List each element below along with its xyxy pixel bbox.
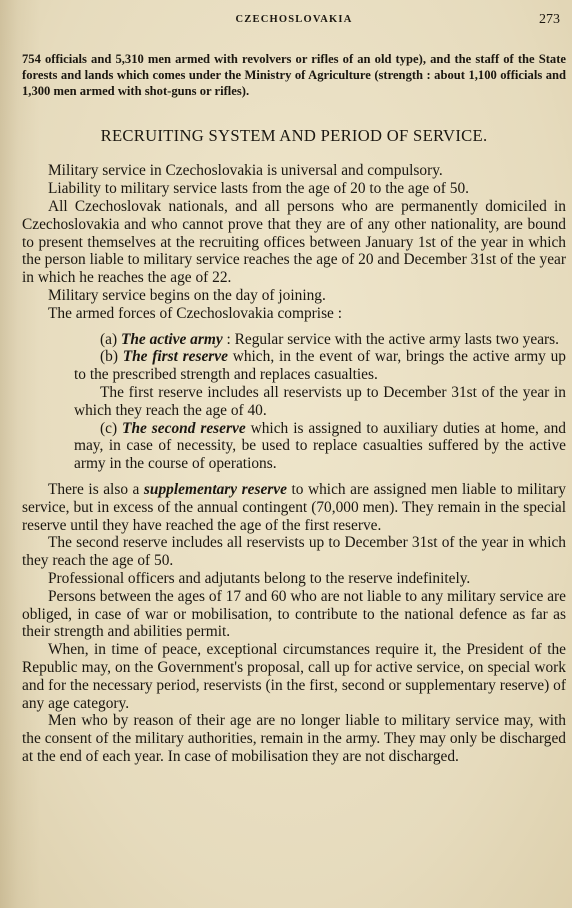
page-number: 273 — [539, 12, 560, 27]
item-marker-a: (a) — [100, 330, 121, 348]
supp-text-post: to which are assigned men liable to military service, but in excess of the annual contingent (70,000 men). They remain in the special reserve until they have reached the age of the first reserve. — [22, 480, 566, 534]
supp-text-pre: There is also a — [48, 480, 144, 498]
item-active-army — [74, 331, 566, 349]
paragraph-forces-comprise: The armed forces of Czechoslovakia comprise : — [48, 304, 343, 322]
item-first-reserve-note: The first reserve includes all reservists up to December 31st of the year in which they reach the age of 40. — [74, 383, 566, 419]
page-header — [22, 12, 566, 34]
item-second-reserve — [74, 420, 566, 473]
section-body — [22, 162, 566, 765]
paragraph-recruiting-offices: All Czechoslovak nationals, and all persons who are permanently domiciled in Czechoslovakia and who cannot prove that they are of any other nationality, are bound to present themselves at the recruiting offices between January 1st of the year in which the person liable to military service reaches the age of 20 and December 31st of the year in which he reaches the age of 22. — [22, 197, 566, 287]
item-text-c: which is assigned to auxiliary duties at home, and may, in case of necessity, be used to replace casualties suffered by the active army in the course of operations. — [74, 419, 566, 473]
paragraph-supplementary-reserve — [22, 481, 566, 534]
paragraph-service-begins: Military service begins on the day of joining. — [48, 286, 326, 304]
item-text-b: which, in the event of war, brings the active army up to the prescribed strength and replaces casualties. — [74, 348, 567, 384]
running-title: CZECHOSLOVAKIA — [235, 14, 353, 25]
item-text-a: : Regular service with the active army lasts two years. — [222, 330, 560, 348]
item-marker-c: (c) — [100, 419, 123, 437]
paragraph-liability-age: Liability to military service lasts from the age of 20 to the age of 50. — [48, 180, 469, 198]
book-page — [22, 12, 566, 766]
paragraph-non-liable-persons: Persons between the ages of 17 and 60 who are not liable to any military service are obliged, in case of war or mobilisation, to contribute to the national defence as far as their strength and abilities permit. — [22, 587, 566, 641]
term-supplementary-reserve: supplementary reserve — [143, 480, 287, 498]
intro-paragraph: 754 officials and 5,310 men armed with revolvers or rifles of an old type), and the staff of the State forests and lands which comes under the Ministry of Agriculture (strength : about 1,100 officials and 1,300 men armed with shot-guns or rifles). — [22, 52, 566, 98]
item-marker-b: (b) — [100, 348, 123, 366]
paragraph-exceptional-callup: When, in time of peace, exceptional circumstances require it, the President of the Republic may, on the Government's proposal, call up for active service, on special work and for the necessary period, reservists (in the first, second or supplementary reserve) of any age category. — [22, 641, 566, 712]
term-active-army: The active army — [120, 330, 223, 348]
paragraph-universal-service: Military service in Czechoslovakia is universal and compulsory. — [48, 162, 443, 180]
item-first-reserve — [74, 348, 566, 384]
term-second-reserve: The second reserve — [122, 419, 246, 437]
paragraph-second-reserve-age: The second reserve includes all reservists up to December 31st of the year in which they reach the age of 50. — [22, 534, 566, 570]
section-title: RECRUITING SYSTEM AND PERIOD OF SERVICE. — [100, 126, 488, 146]
paragraph-professional-officers: Professional officers and adjutants belong to the reserve indefinitely. — [48, 569, 471, 587]
paragraph-older-men: Men who by reason of their age are no longer liable to military service may, with the consent of the military authorities, remain in the army. They may only be discharged at the end of each year. In case of mobilisation they are not discharged. — [22, 712, 566, 765]
term-first-reserve: The first reserve — [122, 348, 228, 366]
